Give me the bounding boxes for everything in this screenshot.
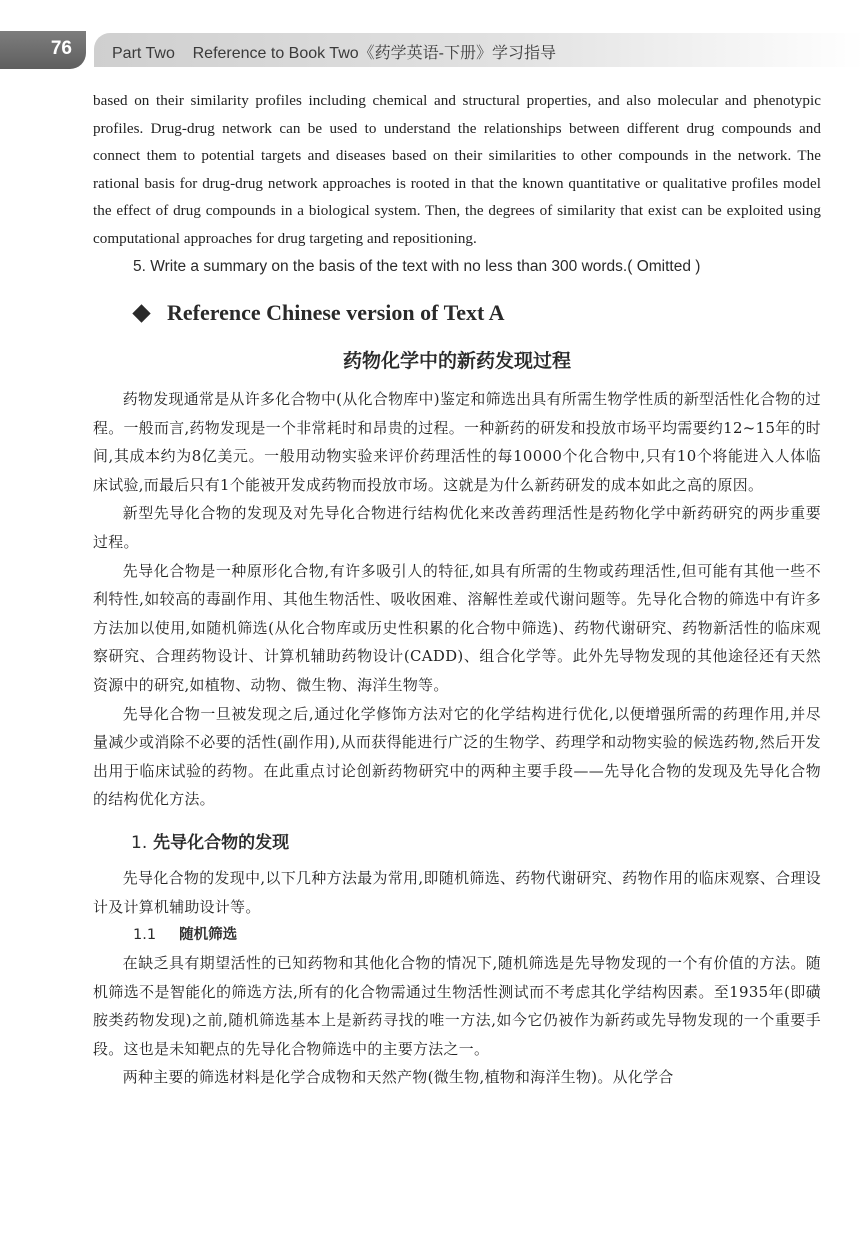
running-title: Part Two Reference to Book Two《药学英语-下册》学习指导 xyxy=(112,45,556,62)
subsection-number: 1. xyxy=(131,832,148,853)
subsection-1-1-paragraph-1: 在缺乏具有期望活性的已知药物和其他化合物的情况下,随机筛选是先导物发现的一个有价值的方法。随机筛选不是智能化的筛选方法,所有的化合物需通过生物活性测试而不考虑其化学结构因素。至1935年(即磺胺类药物发现)之前,随机筛选基本上是新药寻找的唯一方法,如今它仍被作为新药或先导物发现的一个重要手段。这也是未知靶点的先导化合物筛选中的主要方法之一。 xyxy=(93,954,821,1058)
section-heading xyxy=(135,296,821,330)
subsection-number: 1.1 xyxy=(133,927,157,944)
page-header xyxy=(0,31,864,69)
subsection-1-paragraph: 先导化合物的发现中,以下几种方法最为常用,即随机筛选、药物代谢研究、药物作用的临床观察、合理设计及计算机辅助设计等。 xyxy=(93,868,821,916)
subsection-heading-1-1 xyxy=(133,921,821,949)
diamond-bullet-icon xyxy=(132,304,150,322)
subsection-title: 随机筛选 xyxy=(179,927,238,944)
page-content xyxy=(93,88,821,1092)
english-paragraph: based on their similarity profiles including chemical and structural properties, and also molecular and phenotypic profiles. Drug-drug network can be used to understand the relationships between different drug compounds and connect them to potential targets and diseases based on their similarities to other compounds in the network. The rational basis for drug-drug network approaches is rooted in that the known quantitative or qualitative profiles model the effect of drug compounds in a biological system. Then, the degrees of similarity that exist can be exploited using computational approaches for drug targeting and repositioning. xyxy=(93,93,821,247)
subsection-heading-1 xyxy=(131,828,821,858)
chinese-title: 药物化学中的新药发现过程 xyxy=(342,350,571,372)
chinese-paragraph-4: 先导化合物一旦被发现之后,通过化学修饰方法对它的化学结构进行优化,以便增强所需的药理作用,并尽量减少或消除不必要的活性(副作用),从而获得能进行广泛的生物学、药理学和动物实验的候选药物,然后开发出用于临床试验的药物。在此重点讨论创新药物研究中的两种主要手段——先导化合物的发现及先导化合物的结构优化方法。 xyxy=(93,704,821,809)
chinese-paragraph-1: 药物发现通常是从许多化合物中(从化合物库中)鉴定和筛选出具有所需生物学性质的新型活性化合物的过程。一般而言,药物发现是一个非常耗时和昂贵的过程。一种新药的研发和投放市场平均需要约12~15年的时间,其成本约为8亿美元。一般用动物实验来评价药理活性的每10000个化合物中,只有10个将能进入人体临床试验,而最后只有1个能被开发成药物而投放市场。这就是为什么新药研发的成本如此之高的原因。 xyxy=(93,390,821,494)
subsection-title: 先导化合物的发现 xyxy=(153,832,290,853)
section-title: Reference Chinese version of Text A xyxy=(167,300,505,325)
chinese-paragraph-2: 新型先导化合物的发现及对先导化合物进行结构优化来改善药理活性是药物化学中新药研究的两步重要过程。 xyxy=(93,504,821,551)
page-number: 76 xyxy=(50,38,72,59)
chinese-paragraph-3: 先导化合物是一种原形化合物,有许多吸引人的特征,如具有所需的生物或药理活性,但可能有其他一些不利特性,如较高的毒副作用、其他生物活性、吸收困难、溶解性差或代谢问题等。先导化合物的筛选中有许多方法加以使用,如随机筛选(从化合物库或历史性积累的化合物中筛选)、药物代谢研究、药物新活性的临床观察研究、合理药物设计、计算机辅助药物设计(CADD)、组合化学等。此外先导物发现的其他途径还有天然资源中的研究,如植物、动物、微生物、海洋生物等。 xyxy=(93,561,821,694)
task-5: 5. Write a summary on the basis of the text with no less than 300 words.( Omitted ) xyxy=(133,258,701,275)
page-number-tab xyxy=(0,31,86,69)
running-header-band xyxy=(94,33,864,67)
subsection-1-1-paragraph-2: 两种主要的筛选材料是化学合成物和天然产物(微生物,植物和海洋生物)。从化学合 xyxy=(122,1068,674,1087)
